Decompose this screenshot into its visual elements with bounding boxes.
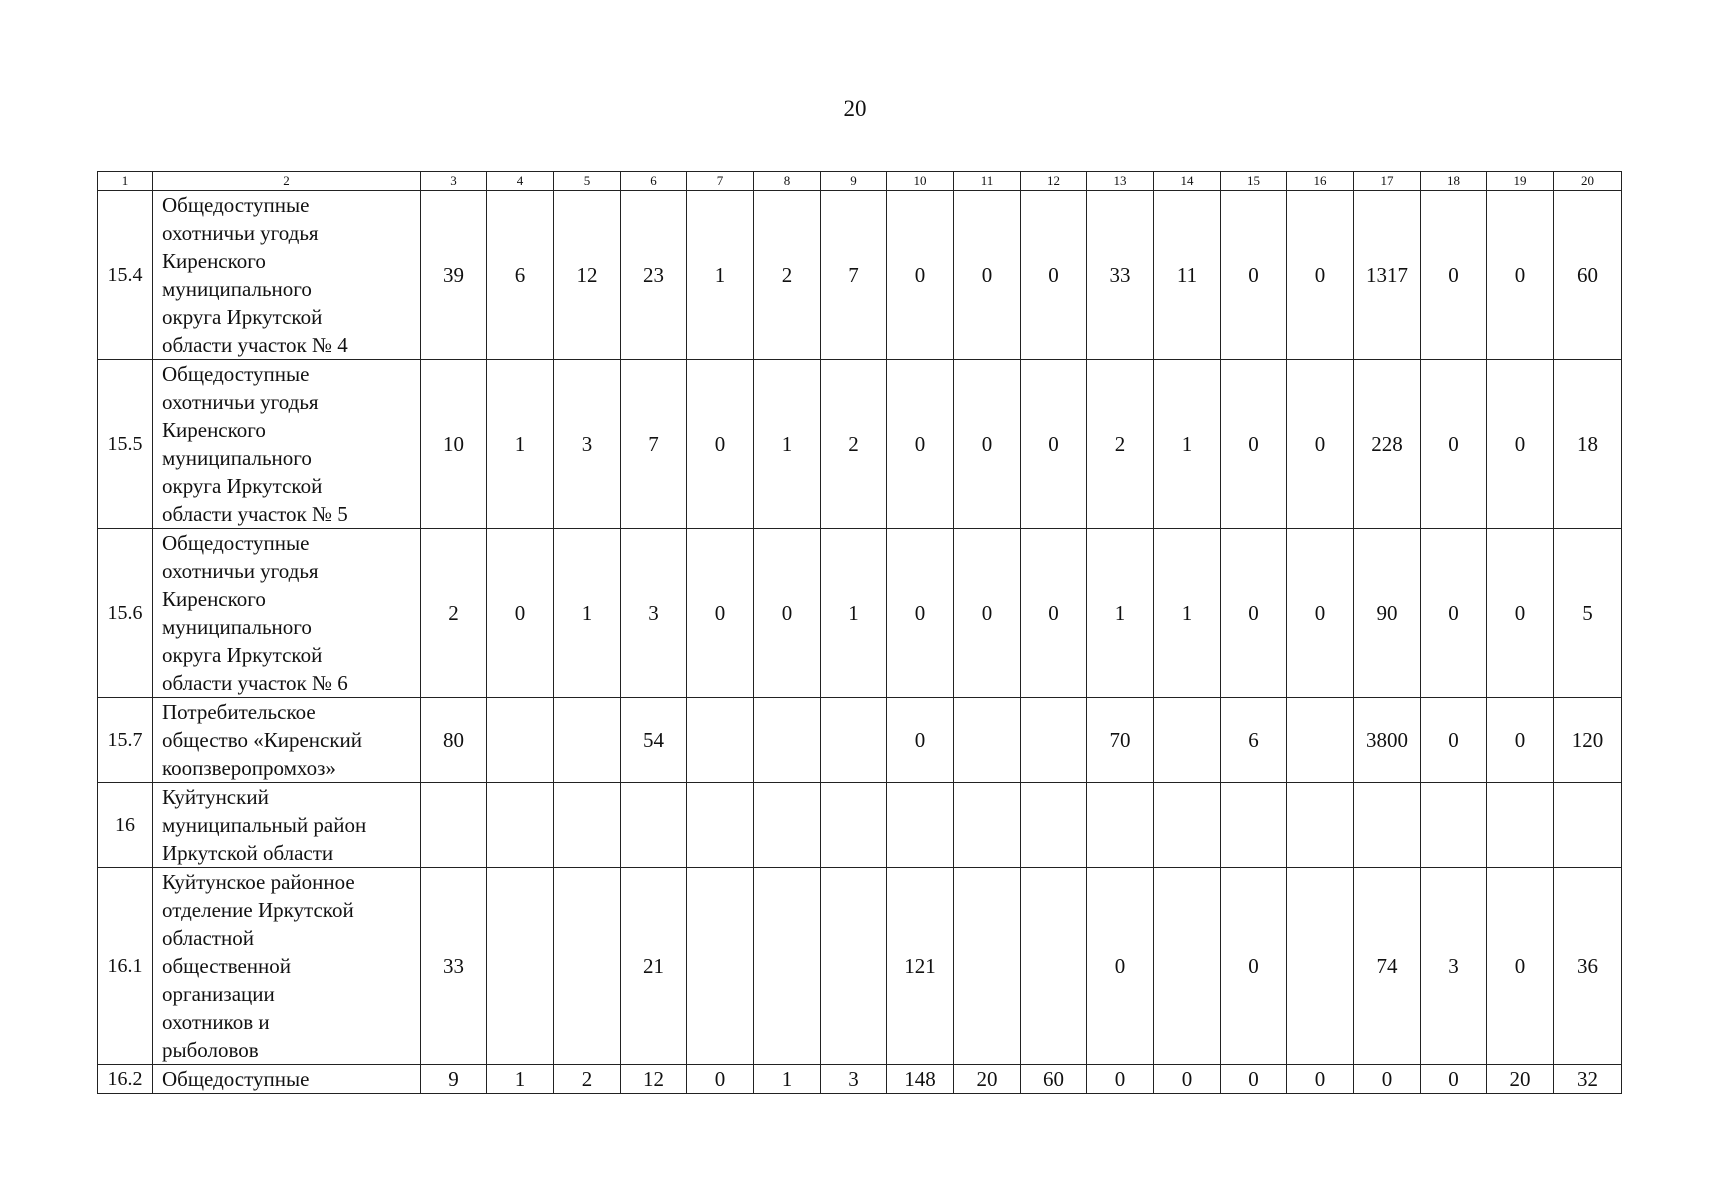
row-name [153, 529, 421, 698]
value-cell-col-6: 7 [621, 360, 687, 529]
table-row [98, 698, 1622, 783]
value-cell-col-6: 3 [621, 529, 687, 698]
row-name-line: Киренского [162, 249, 266, 273]
column-number-7: 7 [687, 172, 754, 191]
column-number-1: 1 [98, 172, 153, 191]
value-cell-col-5 [554, 868, 621, 1065]
value-cell-col-6: 12 [621, 1065, 687, 1094]
value-cell-col-9 [821, 783, 887, 868]
value-cell-col-4: 1 [487, 360, 554, 529]
value-cell-col-11: 0 [954, 360, 1021, 529]
value-cell-col-20: 36 [1554, 868, 1622, 1065]
value-cell-col-12 [1021, 698, 1087, 783]
value-cell-col-4 [487, 698, 554, 783]
row-number: 16 [98, 783, 153, 868]
value-cell-col-6: 21 [621, 868, 687, 1065]
value-cell-col-15: 0 [1221, 1065, 1287, 1094]
row-name [153, 360, 421, 529]
value-cell-col-17: 90 [1354, 529, 1421, 698]
value-cell-col-13: 1 [1087, 529, 1154, 698]
value-cell-col-9: 2 [821, 360, 887, 529]
row-name [153, 698, 421, 783]
row-name-line: коопзверопромхоз» [162, 756, 336, 780]
value-cell-col-13: 70 [1087, 698, 1154, 783]
column-number-5: 5 [554, 172, 621, 191]
value-cell-col-16: 0 [1287, 529, 1354, 698]
page-number: 20 [843, 96, 867, 121]
value-cell-col-18: 0 [1421, 1065, 1487, 1094]
table-row [98, 783, 1622, 868]
column-number-2: 2 [153, 172, 421, 191]
value-cell-col-8: 2 [754, 191, 821, 360]
row-number: 15.7 [98, 698, 153, 783]
value-cell-col-5: 1 [554, 529, 621, 698]
value-cell-col-13: 0 [1087, 1065, 1154, 1094]
column-number-6: 6 [621, 172, 687, 191]
value-cell-col-16: 0 [1287, 360, 1354, 529]
row-number: 15.4 [98, 191, 153, 360]
value-cell-col-3: 10 [421, 360, 487, 529]
value-cell-col-17: 3800 [1354, 698, 1421, 783]
value-cell-col-17: 1317 [1354, 191, 1421, 360]
column-number-11: 11 [954, 172, 1021, 191]
value-cell-col-18 [1421, 783, 1487, 868]
value-cell-col-8: 1 [754, 360, 821, 529]
value-cell-col-16: 0 [1287, 191, 1354, 360]
table-row [98, 191, 1622, 360]
value-cell-col-10: 0 [887, 360, 954, 529]
row-name-line: Общедоступные [162, 193, 310, 217]
value-cell-col-16 [1287, 783, 1354, 868]
column-number-12: 12 [1021, 172, 1087, 191]
row-name-line: организации [162, 982, 275, 1006]
value-cell-col-19: 20 [1487, 1065, 1554, 1094]
value-cell-col-5 [554, 698, 621, 783]
value-cell-col-10 [887, 783, 954, 868]
row-name-line: Иркутской области [162, 841, 334, 865]
column-number-13: 13 [1087, 172, 1154, 191]
value-cell-col-13: 2 [1087, 360, 1154, 529]
column-number-8: 8 [754, 172, 821, 191]
value-cell-col-15: 6 [1221, 698, 1287, 783]
column-number-20: 20 [1554, 172, 1622, 191]
value-cell-col-20: 5 [1554, 529, 1622, 698]
value-cell-col-8 [754, 698, 821, 783]
row-name-line: охотничьи угодья [162, 221, 319, 245]
row-name [153, 191, 421, 360]
value-cell-col-18: 0 [1421, 529, 1487, 698]
value-cell-col-16 [1287, 868, 1354, 1065]
row-name [153, 783, 421, 868]
value-cell-col-7 [687, 868, 754, 1065]
value-cell-col-6: 54 [621, 698, 687, 783]
value-cell-col-6 [621, 783, 687, 868]
value-cell-col-11 [954, 868, 1021, 1065]
value-cell-col-7: 1 [687, 191, 754, 360]
row-number: 16.1 [98, 868, 153, 1065]
value-cell-col-10: 0 [887, 529, 954, 698]
value-cell-col-19 [1487, 783, 1554, 868]
value-cell-col-18: 0 [1421, 698, 1487, 783]
value-cell-col-13 [1087, 783, 1154, 868]
row-name-line: округа Иркутской [162, 643, 323, 667]
value-cell-col-4: 0 [487, 529, 554, 698]
value-cell-col-15: 0 [1221, 191, 1287, 360]
column-number-14: 14 [1154, 172, 1221, 191]
row-name-line: муниципальный район [162, 813, 367, 837]
column-number-19: 19 [1487, 172, 1554, 191]
value-cell-col-14 [1154, 783, 1221, 868]
value-cell-col-7: 0 [687, 360, 754, 529]
value-cell-col-14: 1 [1154, 529, 1221, 698]
value-cell-col-16 [1287, 698, 1354, 783]
value-cell-col-15: 0 [1221, 529, 1287, 698]
row-name-line: Куйтунское районное [162, 870, 355, 894]
value-cell-col-12: 60 [1021, 1065, 1087, 1094]
value-cell-col-12 [1021, 783, 1087, 868]
value-cell-col-3: 39 [421, 191, 487, 360]
row-number: 15.6 [98, 529, 153, 698]
column-number-17: 17 [1354, 172, 1421, 191]
table-row [98, 1065, 1622, 1094]
column-number-15: 15 [1221, 172, 1287, 191]
row-name-line: области участок № 6 [162, 671, 348, 695]
value-cell-col-8: 0 [754, 529, 821, 698]
value-cell-col-16: 0 [1287, 1065, 1354, 1094]
row-name-line: округа Иркутской [162, 305, 323, 329]
value-cell-col-19: 0 [1487, 868, 1554, 1065]
data-table [97, 171, 1622, 1094]
value-cell-col-12: 0 [1021, 360, 1087, 529]
value-cell-col-15: 0 [1221, 868, 1287, 1065]
value-cell-col-17: 0 [1354, 1065, 1421, 1094]
value-cell-col-9: 3 [821, 1065, 887, 1094]
value-cell-col-7: 0 [687, 1065, 754, 1094]
table-header-row [98, 172, 1622, 191]
row-number: 16.2 [98, 1065, 153, 1094]
row-name-line: области участок № 4 [162, 333, 348, 357]
value-cell-col-10: 0 [887, 191, 954, 360]
value-cell-col-15 [1221, 783, 1287, 868]
value-cell-col-15: 0 [1221, 360, 1287, 529]
row-name-line: общественной [162, 954, 292, 978]
row-name-line: отделение Иркутской [162, 898, 354, 922]
value-cell-col-10: 121 [887, 868, 954, 1065]
value-cell-col-4: 1 [487, 1065, 554, 1094]
value-cell-col-9 [821, 698, 887, 783]
column-number-3: 3 [421, 172, 487, 191]
value-cell-col-12: 0 [1021, 529, 1087, 698]
row-name-line: Общедоступные [162, 531, 310, 555]
value-cell-col-14: 11 [1154, 191, 1221, 360]
value-cell-col-3 [421, 783, 487, 868]
row-name-line: муниципального [162, 277, 312, 301]
value-cell-col-10: 0 [887, 698, 954, 783]
value-cell-col-20 [1554, 783, 1622, 868]
value-cell-col-7 [687, 698, 754, 783]
value-cell-col-14: 1 [1154, 360, 1221, 529]
value-cell-col-17: 228 [1354, 360, 1421, 529]
value-cell-col-9: 7 [821, 191, 887, 360]
value-cell-col-13: 0 [1087, 868, 1154, 1065]
value-cell-col-11: 0 [954, 191, 1021, 360]
row-name-line: Общедоступные [162, 1067, 310, 1091]
value-cell-col-17 [1354, 783, 1421, 868]
value-cell-col-19: 0 [1487, 360, 1554, 529]
row-name-line: области участок № 5 [162, 502, 348, 526]
value-cell-col-7: 0 [687, 529, 754, 698]
value-cell-col-14 [1154, 868, 1221, 1065]
table-row [98, 360, 1622, 529]
value-cell-col-5: 3 [554, 360, 621, 529]
row-name-line: охотников и [162, 1010, 270, 1034]
value-cell-col-3: 33 [421, 868, 487, 1065]
value-cell-col-5 [554, 783, 621, 868]
column-number-4: 4 [487, 172, 554, 191]
value-cell-col-5: 2 [554, 1065, 621, 1094]
row-name-line: Общедоступные [162, 362, 310, 386]
row-name-line: областной [162, 926, 254, 950]
column-number-10: 10 [887, 172, 954, 191]
value-cell-col-18: 0 [1421, 360, 1487, 529]
value-cell-col-20: 120 [1554, 698, 1622, 783]
value-cell-col-19: 0 [1487, 698, 1554, 783]
row-name-line: Потребительское [162, 700, 316, 724]
row-name-line: охотничьи угодья [162, 390, 319, 414]
value-cell-col-9: 1 [821, 529, 887, 698]
value-cell-col-20: 60 [1554, 191, 1622, 360]
value-cell-col-19: 0 [1487, 191, 1554, 360]
row-name-line: Киренского [162, 587, 266, 611]
value-cell-col-14 [1154, 698, 1221, 783]
value-cell-col-17: 74 [1354, 868, 1421, 1065]
column-number-16: 16 [1287, 172, 1354, 191]
row-number: 15.5 [98, 360, 153, 529]
value-cell-col-18: 3 [1421, 868, 1487, 1065]
value-cell-col-12 [1021, 868, 1087, 1065]
value-cell-col-11 [954, 698, 1021, 783]
table-row [98, 529, 1622, 698]
row-name-line: муниципального [162, 615, 312, 639]
value-cell-col-3: 2 [421, 529, 487, 698]
value-cell-col-4 [487, 868, 554, 1065]
value-cell-col-20: 18 [1554, 360, 1622, 529]
row-name [153, 1065, 421, 1094]
row-name-line: муниципального [162, 446, 312, 470]
column-number-18: 18 [1421, 172, 1487, 191]
value-cell-col-5: 12 [554, 191, 621, 360]
row-name-line: округа Иркутской [162, 474, 323, 498]
value-cell-col-4: 6 [487, 191, 554, 360]
value-cell-col-6: 23 [621, 191, 687, 360]
value-cell-col-8 [754, 783, 821, 868]
value-cell-col-11: 20 [954, 1065, 1021, 1094]
value-cell-col-11 [954, 783, 1021, 868]
row-name-line: Куйтунский [162, 785, 269, 809]
row-name [153, 868, 421, 1065]
row-name-line: Киренского [162, 418, 266, 442]
value-cell-col-3: 9 [421, 1065, 487, 1094]
value-cell-col-14: 0 [1154, 1065, 1221, 1094]
column-number-9: 9 [821, 172, 887, 191]
value-cell-col-9 [821, 868, 887, 1065]
value-cell-col-12: 0 [1021, 191, 1087, 360]
value-cell-col-20: 32 [1554, 1065, 1622, 1094]
row-name-line: охотничьи угодья [162, 559, 319, 583]
value-cell-col-18: 0 [1421, 191, 1487, 360]
value-cell-col-7 [687, 783, 754, 868]
value-cell-col-13: 33 [1087, 191, 1154, 360]
value-cell-col-8 [754, 868, 821, 1065]
table-row [98, 868, 1622, 1065]
value-cell-col-3: 80 [421, 698, 487, 783]
value-cell-col-4 [487, 783, 554, 868]
row-name-line: общество «Киренский [162, 728, 363, 752]
value-cell-col-8: 1 [754, 1065, 821, 1094]
value-cell-col-19: 0 [1487, 529, 1554, 698]
value-cell-col-11: 0 [954, 529, 1021, 698]
row-name-line: рыболовов [162, 1038, 259, 1062]
value-cell-col-10: 148 [887, 1065, 954, 1094]
